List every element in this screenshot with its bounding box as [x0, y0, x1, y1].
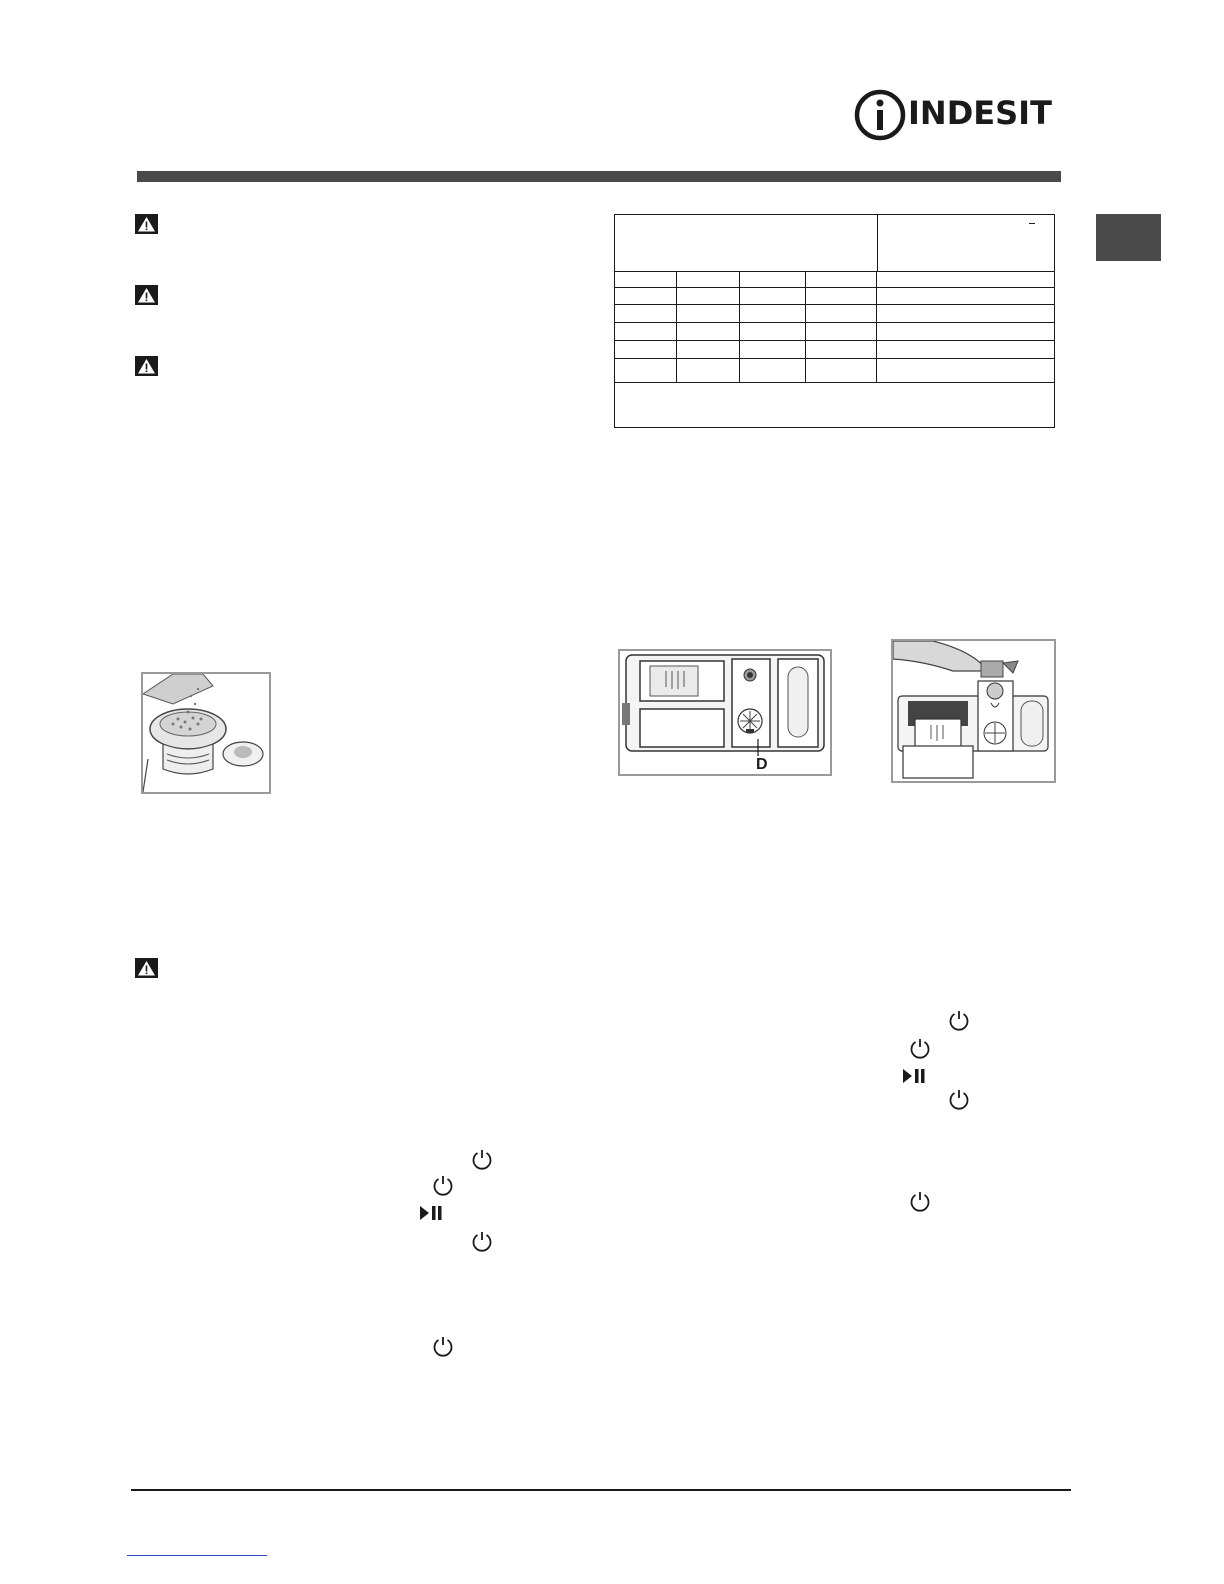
- warning-triangle-icon: [135, 285, 158, 305]
- play-pause-icon: [902, 1067, 928, 1085]
- power-icon: [469, 1228, 495, 1254]
- rinse-aid-refill-illustration: [891, 639, 1056, 783]
- brand-logo: [852, 86, 1062, 144]
- play-pause-icon: [419, 1204, 445, 1222]
- dispenser-label-d: D: [756, 756, 768, 773]
- power-icon: [430, 1172, 456, 1198]
- warning-triangle-icon: [135, 356, 158, 376]
- power-icon: [907, 1035, 933, 1061]
- power-icon: [946, 1086, 972, 1112]
- salt-reservoir-illustration: [141, 672, 271, 794]
- language-tab: [1096, 214, 1161, 261]
- brand-name: INDESIT: [908, 94, 1052, 132]
- footer-divider: [131, 1489, 1071, 1491]
- power-icon: [946, 1007, 972, 1033]
- detergent-dispenser-illustration: [618, 649, 832, 776]
- power-icon: [430, 1333, 456, 1359]
- indesit-logo-icon: [852, 86, 908, 144]
- warning-triangle-icon: [135, 958, 158, 978]
- header-bar: [137, 171, 1061, 182]
- warning-triangle-icon: [135, 214, 158, 234]
- power-icon: [469, 1146, 495, 1172]
- power-icon: [907, 1188, 933, 1214]
- water-hardness-table: [614, 214, 1055, 428]
- footer-link-underline[interactable]: [127, 1555, 267, 1556]
